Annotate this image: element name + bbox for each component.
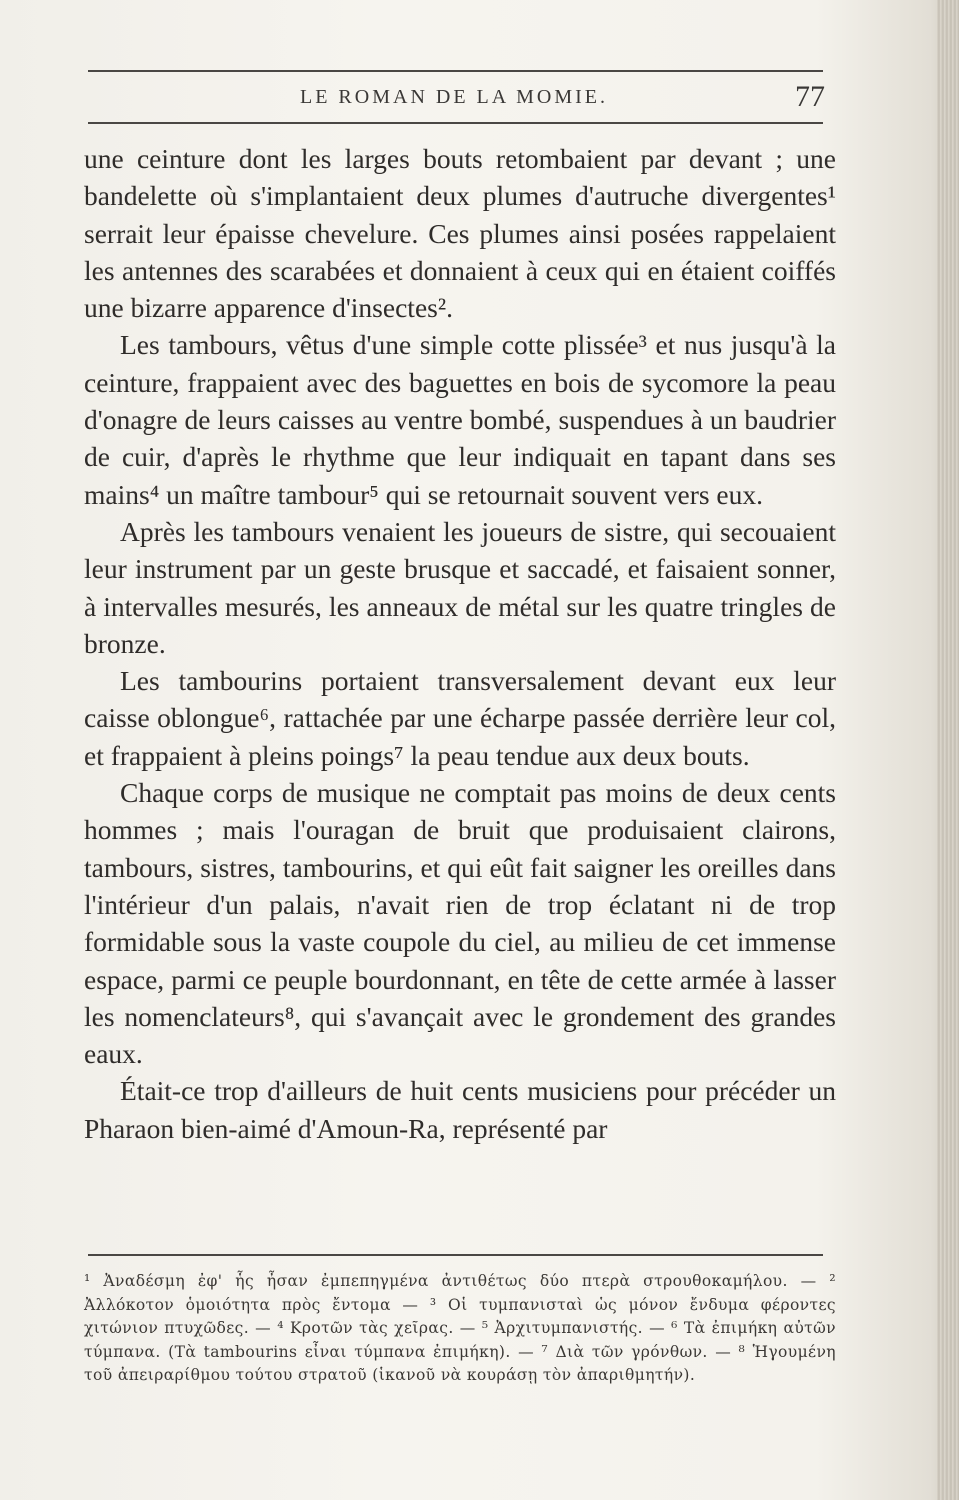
paragraph-6: Était-ce trop d'ailleurs de huit cents musiciens pour précéder un Pharaon bien-aimé d'Amoun-Ra, représenté par: [84, 1075, 836, 1144]
paragraph-4: Les tambourins portaient transversalement devant eux leur caisse oblongue⁶, rattachée par une écharpe passée derrière leur col, et frappaient à pleins poings⁷ la peau tendue aux deux bouts.: [84, 665, 836, 771]
paragraph-3: Après les tambours venaient les joueurs de sistre, qui secouaient leur instrument par un geste brusque et saccadé, et faisaient sonner, à intervalles mesurés, les anneaux de métal sur les quatre tringles de bronze.: [84, 515, 836, 659]
running-title: LE ROMAN DE LA MOMIE.: [300, 86, 608, 108]
paragraph-2: Les tambours, vêtus d'une simple cotte plissée³ et nus jusqu'à la ceinture, frappaient avec des baguettes en bois de sycomore la peau d'onagre de leurs caisses au ventre bombé, suspendues à un baudrier de cuir, d'après le rhythme que leur indiquait en tapant dans ses mains⁴ un maître tambour⁵ qui se retournait souvent vers eux.: [84, 329, 836, 510]
body-text: [84, 140, 836, 1147]
header-rule-top: [88, 70, 823, 72]
page-edge: [937, 0, 959, 1500]
paragraph-5: Chaque corps de musique ne comptait pas moins de deux cents hommes ; mais l'ouragan de bruit que produisaient clairons, tambours, sistres, tambourins, et qui eût fait saigner les oreilles dans l'intérieur d'un palais, n'avait rien de trop éclatant ni de trop formidable sous la vaste coupole du ciel, au milieu de cet immense espace, parmi ce peuple bourdonnant, en tête de cette armée à lasser les nomenclateurs⁸, qui s'avançait avec le grondement des grandes eaux.: [84, 777, 836, 1070]
footnotes: ¹ Ἀναδέσμη ἐφ' ἧς ἦσαν ἐμπεπηγμένα ἀντιθέτως δύο πτερὰ στρουθοκαμήλου. — ² Ἀλλόκοτον ὁμοιότητα πρὸς ἔντομα — ³ Οἱ τυμπανισταὶ ὡς μόνον ἔνδυμα φέροντες χιτώνιον πτυχῶδες. — ⁴ Κροτῶν τὰς χεῖρας. — ⁵ Ἀρχιτυμπανιστής. — ⁶ Τὰ ἐπιμήκη αὐτῶν τύμπανα. (Τὰ tambourins εἶναι τύμπανα ἐπιμήκη). — ⁷ Διὰ τῶν γρόνθων. — ⁸ Ἡγουμένη τοῦ ἀπειραρίθμου τούτου στρατοῦ (ἱκανοῦ νὰ κουράσῃ τὸν ἀπαριθμητήν).: [84, 1272, 836, 1384]
header-rule-bottom: [88, 122, 823, 124]
page-number: 77: [795, 80, 825, 113]
paragraph-1: une ceinture dont les larges bouts retombaient par devant ; une bandelette où s'implantaient deux plumes d'autruche divergentes¹ serrait leur épaisse chevelure. Ces plumes ainsi posées rappelaient les antennes des scarabées et donnaient à ceux qui en étaient coiffés une bizarre apparence d'insectes².: [84, 143, 836, 324]
footnote-rule: [88, 1254, 823, 1256]
